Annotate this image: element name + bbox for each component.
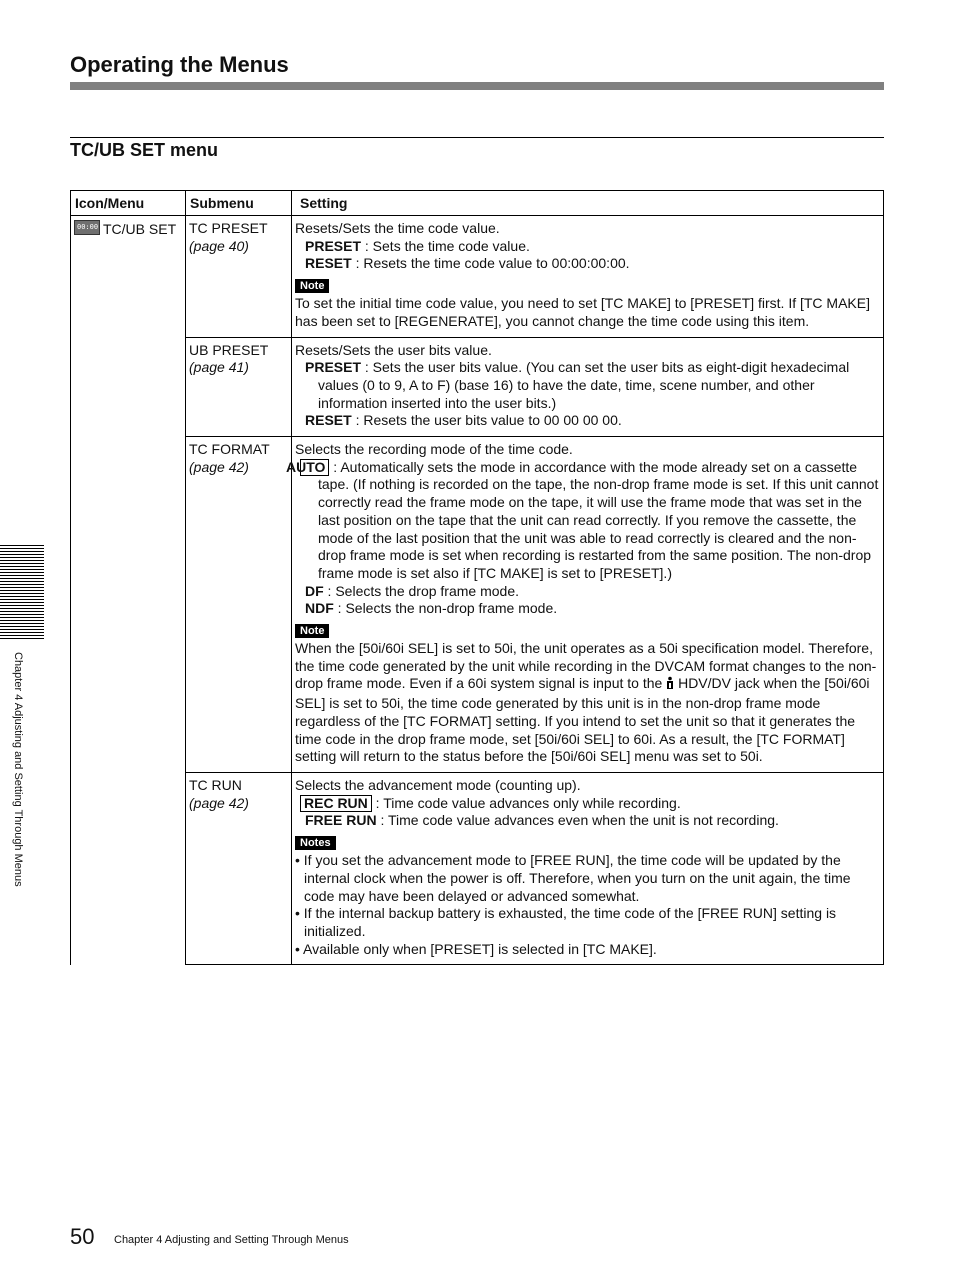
page-reference: (page 41) [189, 359, 249, 376]
submenu-name: TC RUN [189, 776, 242, 793]
note-text: To set the initial time code value, you need to set [TC MAKE] to [PRESET] first. If [TC MAKE] has been set to [REGENERATE], you cannot change the time code using this item. [295, 295, 870, 329]
option-text: : Time code value advances even when the unit is not recording. [376, 812, 779, 829]
chapter-side-tab [0, 545, 44, 639]
timecode-icon [74, 220, 100, 235]
option-text: : Selects the drop frame mode. [323, 582, 519, 599]
table-row [71, 437, 884, 773]
section-title: Operating the Menus [70, 52, 289, 77]
submenu-name: TC FORMAT [189, 441, 270, 458]
note-text [295, 640, 880, 766]
option-line [295, 583, 880, 601]
setting-cell [292, 337, 884, 437]
option-key: FREE RUN [305, 812, 377, 829]
page-reference: (page 40) [189, 237, 249, 254]
notes-badge: Notes [295, 836, 336, 850]
table-row [71, 772, 884, 964]
option-text: : Time code value advances only while recording. [371, 794, 681, 811]
table-row [71, 216, 884, 338]
note-badge: Note [295, 279, 329, 293]
option-line [295, 412, 880, 430]
setting-intro: Resets/Sets the time code value. [295, 220, 500, 236]
page-reference: (page 42) [189, 458, 249, 475]
option-text: : Automatically sets the mode in accordance with the mode already set on a cassette tape. (If nothing is recorded on the tape, the non-drop frame mode is set. If this unit cannot correctly read the frame mode on the tape, it will use the frame mode that was set in the last position on the tape that the unit can read correctly. If you remove the cassette, the mode of the last position that the unit was able to read correctly is cleared and the non-drop frame mode is set when recording is restarted from the same position. The non-drop frame mode is set also if [TC MAKE] is set to [PRESET].) [318, 458, 879, 581]
table-row [71, 337, 884, 437]
note-badge: Note [295, 624, 329, 638]
setting-cell [292, 772, 884, 964]
option-key: RESET [305, 412, 352, 429]
setting-cell [286, 437, 884, 773]
setting-intro: Selects the advancement mode (counting up). [295, 776, 581, 793]
table-header-row [71, 191, 884, 216]
option-line [295, 812, 880, 830]
option-line [295, 238, 880, 256]
option-line [295, 795, 880, 813]
header-setting: Setting [292, 191, 884, 216]
note-text-part: When the [50i/60i SEL] is set to 50i, the unit operates as a 50i specification model. Therefore, the time code generated by the unit while recording in the DVCAM format changes to the non-drop frame mode. Even if a 60i system signal is input to the [295, 640, 877, 692]
option-line [295, 600, 880, 618]
page-number: 50 [70, 1224, 95, 1249]
menu-cell [71, 216, 186, 965]
submenu-cell [186, 337, 292, 437]
menu-table [70, 190, 884, 965]
option-text: : Sets the user bits value. (You can set the user bits as eight-digit hexadecimal values (0 to 9, A to F) (base 16) to have the date, time, scene number, and other information inserted into the user bits.) [318, 359, 850, 411]
option-key: PRESET [305, 359, 362, 376]
title-bar [70, 82, 884, 90]
option-key-boxed: AUTO [300, 459, 329, 476]
header-icon-menu: Icon/Menu [71, 191, 186, 216]
submenu-cell [186, 772, 292, 964]
option-key-boxed: REC RUN [300, 795, 372, 812]
option-key: NDF [305, 600, 334, 617]
footer-chapter-label: Chapter 4 Adjusting and Setting Through Menus [114, 1234, 349, 1246]
option-text: : Selects the non-drop frame mode. [333, 600, 558, 617]
page-reference: (page 42) [189, 794, 249, 811]
option-line [295, 255, 880, 273]
setting-cell [292, 216, 884, 338]
option-key: DF [305, 582, 324, 599]
setting-intro: Selects the recording mode of the time code. [295, 441, 573, 458]
option-text: : Sets the time code value. [361, 237, 530, 254]
note-text-part: HDV/DV jack when the [50i/60i SEL] is set to 50i, the time code generated by this unit is in the non-drop frame mode regardless of the [TC FORMAT] setting. If you intend to set the unit so that it generates the time code in the drop frame mode, set [50i/60i SEL] to 60i. As a result, the [TC FORMAT] setting will return to the status before the [50i/60i SEL] menu was set to 50i. [295, 675, 870, 765]
submenu-name: UB PRESET [189, 341, 269, 358]
option-line [286, 458, 880, 583]
ilink-icon [666, 676, 674, 695]
option-key: RESET [305, 255, 352, 272]
menu-name: TC/UB SET [103, 221, 177, 237]
option-key: PRESET [305, 237, 362, 254]
setting-intro: Resets/Sets the user bits value. [295, 341, 492, 358]
submenu-cell [186, 216, 292, 338]
subsection-title: TC/UB SET menu [70, 140, 219, 160]
note-bullet: • If the internal backup battery is exhausted, the time code of the [FREE RUN] setting is initialized. [295, 905, 837, 939]
chapter-side-label: Chapter 4 Adjusting and Setting Through Menus [12, 652, 24, 887]
option-text: : Resets the time code value to 00:00:00:00. [351, 255, 630, 272]
option-line [295, 359, 880, 412]
header-submenu: Submenu [186, 191, 292, 216]
note-bullet: • If you set the advancement mode to [FREE RUN], the time code will be updated by the internal clock when the power is off. Therefore, when you turn on the unit again, the time code may have been delayed or advanced somewhat. [295, 852, 851, 904]
note-bullet: • Available only when [PRESET] is selected in [TC MAKE]. [295, 940, 657, 957]
subsection-rule [70, 137, 884, 138]
option-text: : Resets the user bits value to 00 00 00 00. [351, 412, 622, 429]
submenu-name: TC PRESET [189, 220, 268, 236]
submenu-cell [186, 437, 292, 773]
